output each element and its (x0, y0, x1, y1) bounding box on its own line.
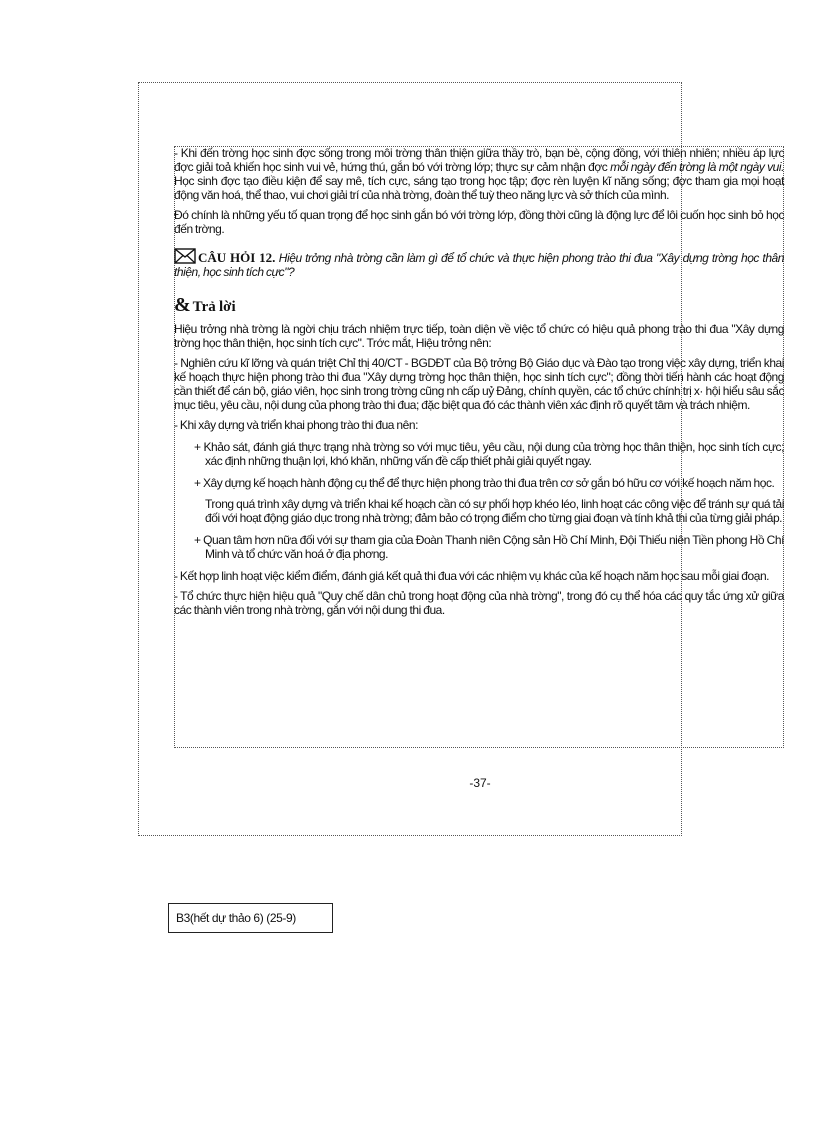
question-label: CÂU HỎI 12. (198, 250, 276, 266)
envelope-icon (174, 248, 196, 264)
answer-heading (174, 294, 784, 317)
answer-item-1: - Nghiên cứu kĩ lỡng và quán triệt Chỉ thị 40/CT - BGDĐT của Bộ trởng Bộ Giáo dục và Đào tạo trong việc xây dựng, triển khai kế hoạch thực hiện phong trào thi đua "Xây dựng trờng học thân thiện, học sinh tích cực"; đồng thời tiến hành các hoạt động cần thiết để cán bộ, giáo viên, học sinh trong trờng cũng nh cấp uỷ Đảng, chính quyền, các tổ chức chính trị x· hội hiểu sâu sắc mục tiêu, yêu cầu, nội dung của phong trào thi đua; đặc biệt qua đó các thành viên xác định rõ quyết tâm và trách nhiệm. (174, 356, 784, 412)
answer-item-4: - Tổ chức thực hiện hiệu quả "Quy chế dân chủ trong hoạt động của nhà trờng", trong đó cụ thể hóa các quy tắc ứng xử giữa các thành viên trong nhà trờng, gắn với nội dung thi đua. (174, 588, 784, 617)
answer-subitem-2: + Xây dựng kế hoạch hành động cụ thể để thực hiện phong trào thi đua trên cơ sở gắn bó hữu cơ với kế hoạch năm học. (194, 475, 775, 490)
italic-phrase: mỗi ngày đến trờng là một ngày vui. (610, 159, 784, 174)
paragraph-importance: Đó chính là những yếu tố quan trọng để học sinh gắn bó với trờng lớp, đồng thời cũng là động lực để lôi cuốn học sinh bỏ học đến trờng. (174, 207, 784, 236)
question-heading (174, 248, 784, 280)
document-body (174, 147, 784, 624)
draft-note-box: B3(hết dự thảo 6) (25-9) (168, 903, 333, 933)
question-text: Hiệu trởng nhà trờng cần làm gì để tổ chức và thực hiện phong trào thi đua "Xây dựng trờng học thân thiện, học sinh tích cực"? (174, 251, 784, 280)
answer-subitem-2-note: Trong quá trình xây dựng và triển khai kế hoạch cần có sự phối hợp khéo léo, linh hoạt các công việc để tránh sự quá tải đối với hoạt động giáo dục trong nhà trờng; đảm bảo có trọng điểm cho từng giai đoạn và tính khả thi của từng giải pháp. (205, 497, 784, 526)
answer-subitem-3: + Quan tâm hơn nữa đối với sự tham gia của Đoàn Thanh niên Cộng sản Hồ Chí Minh, Đội Thiếu niên Tiền phong Hồ Chí Minh và tổ chức văn hoá ở địa phơng. (194, 533, 784, 562)
answer-subitem-1: + Khảo sát, đánh giá thực trạng nhà trờng so với mục tiêu, yêu cầu, nội dung của trờng học thân thiện, học sinh tích cực; xác định những thuận lợi, khó khăn, những vấn đề cấp thiết phải giải quyết ngay. (194, 439, 784, 468)
paragraph-school-life: - Khi đến trờng học sinh đợc sống trong môi trờng thân thiện giữa thầy trò, bạn bè, cộng đồng, với thiên nhiên; nhiều áp lực đợc giải toả khiến học sinh vui vẻ, hứng thú, gắn bó với trờng lớp; thực sự cảm nhận đợc mỗi ngày đến trờng là một ngày vui. Học sinh đợc tạo điều kiện để say mê, tích cực, sáng tạo trong học tập; đợc rèn luyện kĩ năng sống; đợc tham gia mọi hoạt động văn hoá, thể thao, vui chơi giải trí của nhà trờng, đoàn thể tuỳ theo năng lực và sở thích của mình. (174, 146, 784, 202)
answer-heading-label: Trả lời (192, 299, 236, 316)
answer-item-3: - Kết hợp linh hoạt việc kiểm điểm, đánh giá kết quả thi đua với các nhiệm vụ khác của kế hoạch năm học sau mỗi giai đoạn. (174, 569, 770, 584)
answer-intro: Hiệu trởng nhà trờng là ngời chịu trách nhiệm trực tiếp, toàn diện về việc tổ chức có hiệu quả phong trào thi đua "Xây dựng trờng học thân thiện, học sinh tích cực". Trớc mắt, Hiệu trởng nên: (174, 322, 784, 351)
ampersand-icon: & (174, 294, 191, 317)
page-number: -37- (469, 776, 491, 790)
answer-item-2: - Khi xây dựng và triển khai phong trào thi đua nên: (174, 417, 418, 432)
